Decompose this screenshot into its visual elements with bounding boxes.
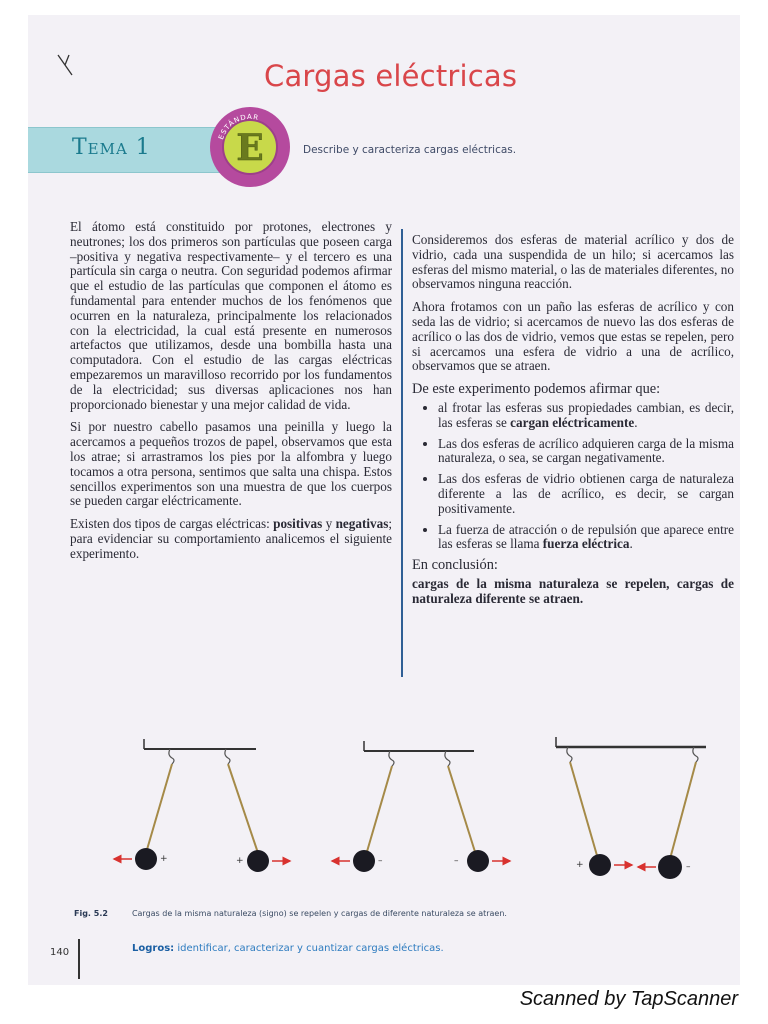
paragraph: El átomo está constituido por protones, electrones y neutrones; los dos primeros son partículas que poseen carga –positiva y negativa respectivamente– y el tercero es una partícula sin carga o neutra. Con seguridad podemos afirmar que el estudio de las partículas que componen el átomo es fundamental para entender muchos de los fenómenos que ocurren en la naturaleza, principalmente los relacionados con la electricidad, la cual está presente en numerosos artefactos que utilizamos, desde una bombilla hasta una computadora. Con el estudio de las cargas eléctricas empezaremos un maravilloso recorrido por los fundamentos de la electricidad; sus diversas aplicaciones nos han proporcionado bienestar y una mejor calidad de vida. [70,219,392,412]
estandar-badge-icon [208,105,292,189]
column-divider [401,229,403,677]
pendulum-pair-attract [556,737,706,879]
svg-text:+: + [236,856,244,866]
right-column [412,233,734,615]
page-title: Cargas eléctricas [264,59,518,93]
pendulum-figure [98,727,718,899]
paragraph: Si por nuestro cabello pasamos una peinilla y luego la acercamos a pequeños trozos de papel, observamos que esta los atrae; si arrastramos los pies por la alfombra y luego tocamos a otra persona, sentimos que salta una chispa. Estos sencillos experimentos son una muestra de que los cuerpos se pueden cargar eléctricamente. [70,419,392,509]
list-item: • al frotar las esferas sus propiedades cambian, es decir, las esferas se cargan eléctricamente. [438,401,734,431]
paragraph: Consideremos dos esferas de material acrílico y dos de vidrio, cada una suspendida de un hilo; si acercamos las esferas del mismo material, o las de materiales diferentes, no observamos ninguna reacción. [412,232,734,292]
paragraph: Existen dos tipos de cargas eléctricas: positivas y negativas; para evidenciar su comportamiento analicemos el siguiente experimento. [70,516,393,561]
list-item: • La fuerza de atracción o de repulsión que aparece entre las esferas se llama fuerza eléctrica. [438,523,734,553]
paragraph: Ahora frotamos con un paño las esferas de acrílico y con seda las de vidrio; si acercamos de nuevo las dos esferas de acrílico o las dos de vidrio, vemos que estas se repelen, pero si acercamos una esfera de vidrio a una de acrílico, observamos que se atraen. [412,299,734,374]
scanner-watermark: Scanned by TapScanner [519,988,738,1010]
findings-list [412,401,734,552]
conclusion-text: cargas de la misma naturaleza se repelen, cargas de naturaleza diferente se atraen. [412,575,734,606]
svg-text:+: + [160,854,168,864]
tema-subtitle: Describe y caracteriza cargas eléctricas. [303,144,517,156]
page-number: 140 [50,947,70,958]
pen-mark [56,51,76,77]
list-item: • Las dos esferas de acrílico adquieren carga de la misma naturaleza, o sea, se cargan negativamente. [438,437,734,467]
page-number-bar [78,939,80,979]
figure-caption: Fig. 5.2 Cargas de la misma naturaleza (signo) se repelen y cargas de diferente naturaleza se atraen. [74,909,507,918]
badge-ring-text: ESTÁNDAR [217,112,260,141]
svg-text:–: – [454,856,459,866]
svg-text:+: + [576,860,584,870]
book-page [28,15,740,985]
tema-label: Tema 1 [72,135,151,160]
pendulum-pair-repel [114,739,290,872]
experiment-intro: De este experimento podemos afirmar que: [412,381,661,398]
list-item: • Las dos esferas de vidrio obtienen carga de naturaleza diferente a las de acrílico, es decir, se cargan positivamente. [438,472,734,516]
badge-letter: E [236,127,264,169]
left-column [70,220,392,570]
logros-line: Logros: identificar, caracterizar y cuantizar cargas eléctricas. [132,943,444,954]
svg-text:–: – [686,862,691,872]
pendulum-pair-repel [332,741,510,872]
conclusion-label: En conclusión: [412,557,498,574]
svg-text:–: – [378,856,383,866]
